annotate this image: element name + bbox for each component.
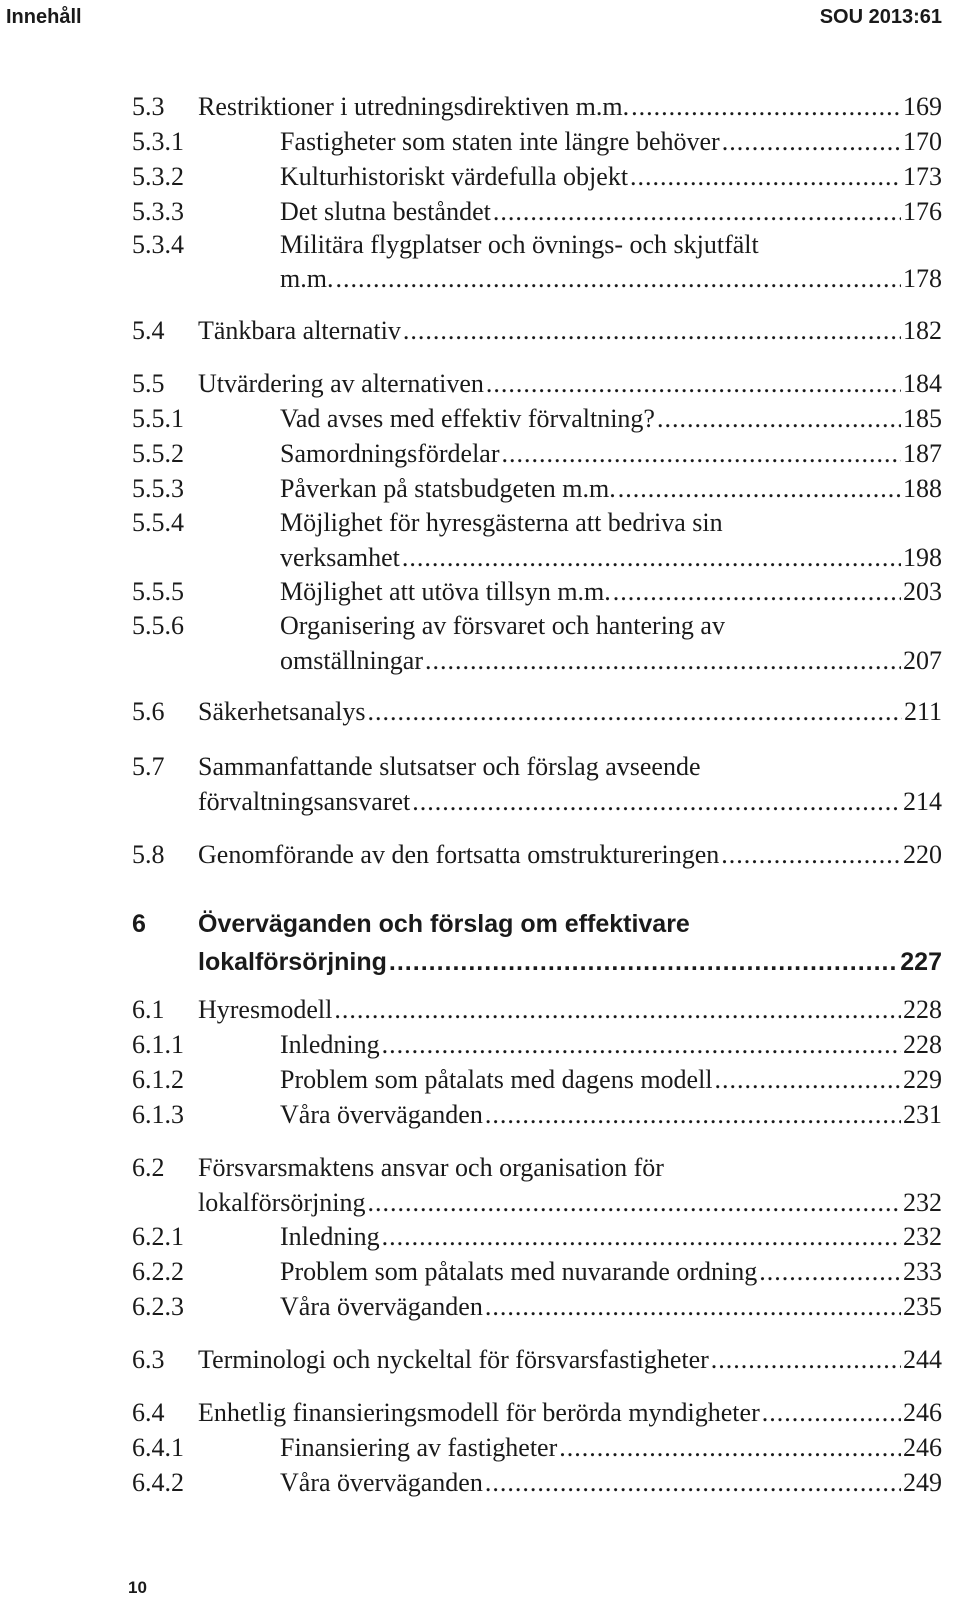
leader-dots: [715, 1065, 901, 1095]
leader-dots: [762, 1398, 901, 1428]
toc-page: 244: [903, 1345, 942, 1374]
toc-title: Våra överväganden: [280, 1100, 483, 1129]
toc-page: 232: [903, 1188, 942, 1217]
toc-number: 5.5.6: [132, 611, 184, 640]
toc-page: 207: [903, 646, 942, 675]
leader-dots: [618, 474, 901, 504]
leader-dots: [630, 162, 901, 192]
toc-title: Inledning: [280, 1030, 380, 1059]
toc-page: 220: [903, 840, 942, 869]
toc-title: Inledning: [280, 1222, 380, 1251]
toc-title: lokalförsörjning: [198, 1188, 366, 1217]
toc-page: 228: [903, 1030, 942, 1059]
toc-number: 5.5: [132, 369, 165, 398]
leader-dots: [485, 1100, 901, 1130]
toc-page: 235: [903, 1292, 942, 1321]
toc-title-line1: Organisering av försvaret och hantering av: [280, 611, 725, 640]
toc-page: 187: [903, 439, 942, 468]
leader-dots: [382, 1222, 901, 1252]
toc-number: 6: [132, 910, 146, 938]
leader-dots: [711, 1345, 901, 1375]
leader-dots: [412, 787, 901, 817]
leader-dots: [403, 316, 901, 346]
toc-number: 5.5.2: [132, 439, 184, 468]
toc-title: m.m.: [280, 264, 334, 293]
toc-page: 173: [903, 162, 942, 191]
toc-page: 232: [903, 1222, 942, 1251]
toc-title: Möjlighet att utöva tillsyn m.m.: [280, 577, 611, 606]
toc-page: 231: [903, 1100, 942, 1129]
leader-dots: [493, 197, 901, 227]
toc-page: 229: [903, 1065, 942, 1094]
toc-number: 6.4.2: [132, 1468, 184, 1497]
toc-number: 5.3.2: [132, 162, 184, 191]
toc-number: 6.2.2: [132, 1257, 184, 1286]
leader-dots: [657, 404, 901, 434]
toc-page: 246: [903, 1398, 942, 1427]
leader-dots: [334, 995, 901, 1025]
toc-page: 178: [903, 264, 942, 293]
toc-number: 5.7: [132, 752, 165, 781]
toc-title-line1: Försvarsmaktens ansvar och organisation för: [198, 1153, 664, 1182]
toc-title: Utvärdering av alternativen: [198, 369, 484, 398]
toc-number: 5.3.3: [132, 197, 184, 226]
leader-dots: [486, 369, 901, 399]
toc-title-line1: Sammanfattande slutsatser och förslag avseende: [198, 752, 701, 781]
toc-page: 188: [903, 474, 942, 503]
toc-title-line1: Militära flygplatser och övnings- och skjutfält: [280, 230, 759, 259]
toc-title: förvaltningsansvaret: [198, 787, 411, 816]
toc-page: 227: [900, 948, 942, 976]
toc-page: 198: [903, 543, 942, 572]
toc-title: Säkerhetsanalys: [198, 697, 366, 726]
toc-title: Genomförande av den fortsatta omstruktureringen: [198, 840, 720, 869]
toc-page: 211: [903, 697, 942, 726]
leader-dots: [722, 127, 901, 157]
leader-dots: [502, 439, 901, 469]
toc-number: 6.4: [132, 1398, 165, 1427]
toc-page: 184: [903, 369, 942, 398]
toc-page: 203: [903, 577, 942, 606]
leader-dots: [759, 1257, 901, 1287]
toc-page: 169: [903, 92, 942, 121]
leader-dots: [389, 948, 898, 977]
toc-number: 6.2.1: [132, 1222, 184, 1251]
toc-number: 5.5.4: [132, 508, 184, 537]
toc-title: Problem som påtalats med nuvarande ordning: [280, 1257, 758, 1286]
toc-title: Finansiering av fastigheter: [280, 1433, 558, 1462]
toc-number: 6.3: [132, 1345, 165, 1374]
toc-number: 5.8: [132, 840, 165, 869]
toc-page: 249: [903, 1468, 942, 1497]
toc-number: 5.5.3: [132, 474, 184, 503]
toc-number: 6.1.1: [132, 1030, 184, 1059]
page-number: 10: [128, 1578, 147, 1597]
toc-number: 5.3.1: [132, 127, 184, 156]
toc-page: 233: [903, 1257, 942, 1286]
toc-page: 182: [903, 316, 942, 345]
toc-title: Det slutna beståndet: [280, 197, 491, 226]
toc-title: Vad avses med effektiv förvaltning?: [280, 404, 655, 433]
toc-number: 6.1.2: [132, 1065, 184, 1094]
toc-title: Fastigheter som staten inte längre behöver: [280, 127, 720, 156]
leader-dots: [721, 840, 901, 870]
toc-title: Våra överväganden: [280, 1292, 483, 1321]
toc-title: Terminologi och nyckeltal för försvarsfastigheter: [198, 1345, 709, 1374]
document-id: SOU 2013:61: [819, 6, 942, 28]
toc-title: Påverkan på statsbudgeten m.m.: [280, 474, 616, 503]
leader-dots: [402, 543, 901, 573]
toc-title: Problem som påtalats med dagens modell: [280, 1065, 713, 1094]
toc-title-line1: Möjlighet för hyresgästerna att bedriva sin: [280, 508, 723, 537]
toc-title: Samordningsfördelar: [280, 439, 500, 468]
toc-page: 170: [903, 127, 942, 156]
toc-page: 185: [903, 404, 942, 433]
toc-title: Restriktioner i utredningsdirektiven m.m.: [198, 92, 630, 121]
leader-dots: [485, 1292, 901, 1322]
toc-number: 5.5.5: [132, 577, 184, 606]
toc-number: 5.3.4: [132, 230, 184, 259]
toc-page: 214: [903, 787, 942, 816]
leader-dots: [368, 697, 902, 727]
leader-dots: [613, 577, 901, 607]
toc-title: omställningar: [280, 646, 423, 675]
toc-number: 5.4: [132, 316, 165, 345]
toc-title-line1: Överväganden och förslag om effektivare: [198, 910, 690, 938]
toc-page: 246: [903, 1433, 942, 1462]
toc-title: Hyresmodell: [198, 995, 333, 1024]
leader-dots: [425, 646, 901, 676]
toc-page: 176: [903, 197, 942, 226]
toc-title: Kulturhistoriskt värdefulla objekt: [280, 162, 629, 191]
toc-number: 6.1: [132, 995, 165, 1024]
leader-dots: [368, 1188, 901, 1218]
toc-title: verksamhet: [280, 543, 400, 572]
toc-page: 228: [903, 995, 942, 1024]
toc-title: Enhetlig finansieringsmodell för berörda myndigheter: [198, 1398, 760, 1427]
toc-number: 6.2: [132, 1153, 165, 1182]
toc-number: 6.4.1: [132, 1433, 184, 1462]
leader-dots: [631, 92, 901, 122]
toc-title: Tänkbara alternativ: [198, 316, 401, 345]
section-title: Innehåll: [6, 6, 82, 28]
toc-number: 5.6: [132, 697, 165, 726]
leader-dots: [382, 1030, 901, 1060]
leader-dots: [335, 264, 901, 294]
toc-number: 6.1.3: [132, 1100, 184, 1129]
toc-number: 5.5.1: [132, 404, 184, 433]
leader-dots: [559, 1433, 901, 1463]
toc-number: 5.3: [132, 92, 165, 121]
toc-title: lokalförsörjning: [198, 948, 387, 976]
leader-dots: [485, 1468, 901, 1498]
toc-number: 6.2.3: [132, 1292, 184, 1321]
toc-title: Våra överväganden: [280, 1468, 483, 1497]
